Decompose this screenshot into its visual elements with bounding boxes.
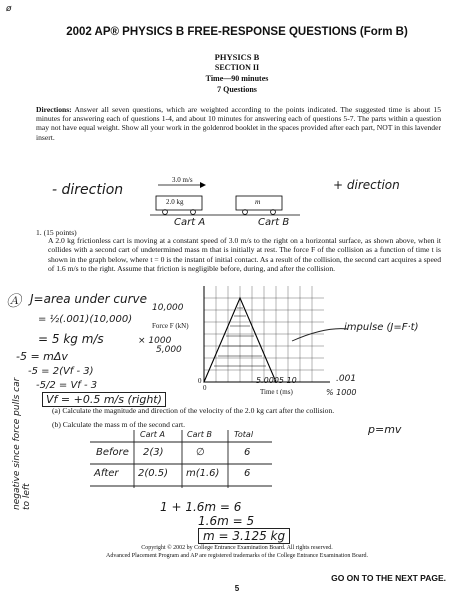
question-text: A 2.0 kg frictionless cart is moving at a constant speed of 3.0 m/s to the right on a horizontal surface, as shown above, when it collides with a second cart of undetermined mass m that is initially at rest. The force F of the collision as a function of time t is shown in the graph below, where t = 0 is the instant of initial contact. As a result of the collision, the second cart acquires a speed of 1.6 m/s to the right. Assume that friction is negligible before, during, and after the collision.: [48, 236, 441, 273]
y-note-top: 10,000: [152, 303, 184, 313]
work-line-7: Vf = +0.5 m/s (right): [42, 392, 166, 407]
equation-1: 1 + 1.6m = 6: [160, 500, 242, 514]
table-row-before-label: Before: [96, 447, 129, 458]
p-equation-note: p=mv: [368, 423, 402, 436]
table-row-before-total: 6: [244, 447, 251, 458]
equation-2: 1.6m = 5: [198, 514, 255, 528]
directions-paragraph: [36, 105, 441, 142]
minus-direction-note: - direction: [52, 182, 124, 198]
y-axis-label: Force F (kN): [152, 322, 189, 330]
directions-label: Directions:: [36, 105, 72, 114]
side-note-vertical: negative since force pulls car to left: [12, 377, 32, 510]
cart-a-mass: 2.0 kg: [166, 198, 184, 206]
work-line-6: -5/2 = Vf - 3: [36, 380, 98, 391]
x-axis-label: Time t (ms): [260, 388, 293, 396]
impulse-arrow: [290, 325, 350, 345]
question-number: 1. (15 points): [36, 228, 77, 237]
table-row-after-a: 2(0.5): [138, 468, 169, 479]
y-note-5000: 5,000: [156, 345, 182, 355]
y-note-x1000: × 1000: [138, 336, 172, 346]
x-note-ticks: 5.0005 10: [256, 376, 297, 385]
subject-heading: PHYSICS B: [214, 52, 260, 62]
work-line-2: = ½(.001)(10,000): [38, 314, 133, 325]
table-row-before-b: ∅: [196, 447, 205, 458]
table-row-after-b: m(1.6): [186, 468, 220, 479]
work-line-3: = 5 kg m/s: [38, 332, 104, 346]
y-axis-zero: 0: [198, 377, 202, 385]
part-b-text: (b) Calculate the mass m of the second cart.: [52, 420, 186, 429]
questions-heading: 7 Questions: [217, 85, 257, 94]
plus-direction-note: + direction: [333, 178, 400, 192]
page-number: 5: [234, 584, 240, 593]
equation-3: m = 3.125 kg: [198, 528, 290, 544]
cart-a-note: Cart A: [174, 217, 206, 228]
page-title: 2002 AP® PHYSICS B FREE-RESPONSE QUESTIONS (Form B): [66, 26, 408, 38]
table-header-cart-b: Cart B: [187, 430, 212, 439]
time-heading: Time—90 minutes: [205, 74, 269, 83]
table-row-after-total: 6: [244, 468, 251, 479]
x-note-per1000: % 1000: [326, 388, 357, 397]
x-note-001: .001: [336, 374, 357, 384]
table-row-before-a: 2(3): [143, 447, 164, 458]
speed-label: 3.0 m/s: [172, 176, 193, 184]
x-axis-zero: 0: [203, 384, 207, 392]
directions-text: Answer all seven questions, which are weighted according to the points indicated. The suggested time is about 15 minutes for answering each of questions 1-4, and about 10 minutes for answering each of questions 5-7. The parts within a question may not have equal weight. Show all your work in the goldenrod booklet in the spaces provided after each part, NOT in this lavender insert.: [36, 105, 441, 142]
cart-b-note: Cart B: [258, 217, 290, 228]
copyright-footer: [0, 545, 474, 560]
work-line-1: J=area under curve: [30, 292, 148, 306]
corner-mark: ø: [6, 4, 12, 14]
work-line-5: -5 = 2(Vf - 3): [28, 366, 94, 377]
impulse-note: impulse (J=F·t): [344, 322, 419, 333]
next-page-notice: GO ON TO THE NEXT PAGE.: [331, 573, 446, 583]
work-line-4: -5 = mΔv: [16, 350, 68, 363]
part-a-circle-note: Ⓐ: [6, 292, 22, 310]
copyright-line-2: Advanced Placement Program and AP are registered trademarks of the College Entrance Examination Board.: [105, 552, 369, 559]
copyright-line-1: Copyright © 2002 by College Entrance Examination Board. All rights reserved.: [141, 545, 333, 551]
table-row-after-label: After: [94, 468, 119, 479]
section-heading: SECTION II: [214, 63, 260, 72]
table-header-total: Total: [234, 430, 254, 439]
table-header-cart-a: Cart A: [140, 430, 165, 439]
part-a-text: (a) Calculate the magnitude and direction of the velocity of the 2.0 kg cart after the collision.: [52, 406, 335, 415]
cart-b-mass: m: [255, 197, 261, 206]
